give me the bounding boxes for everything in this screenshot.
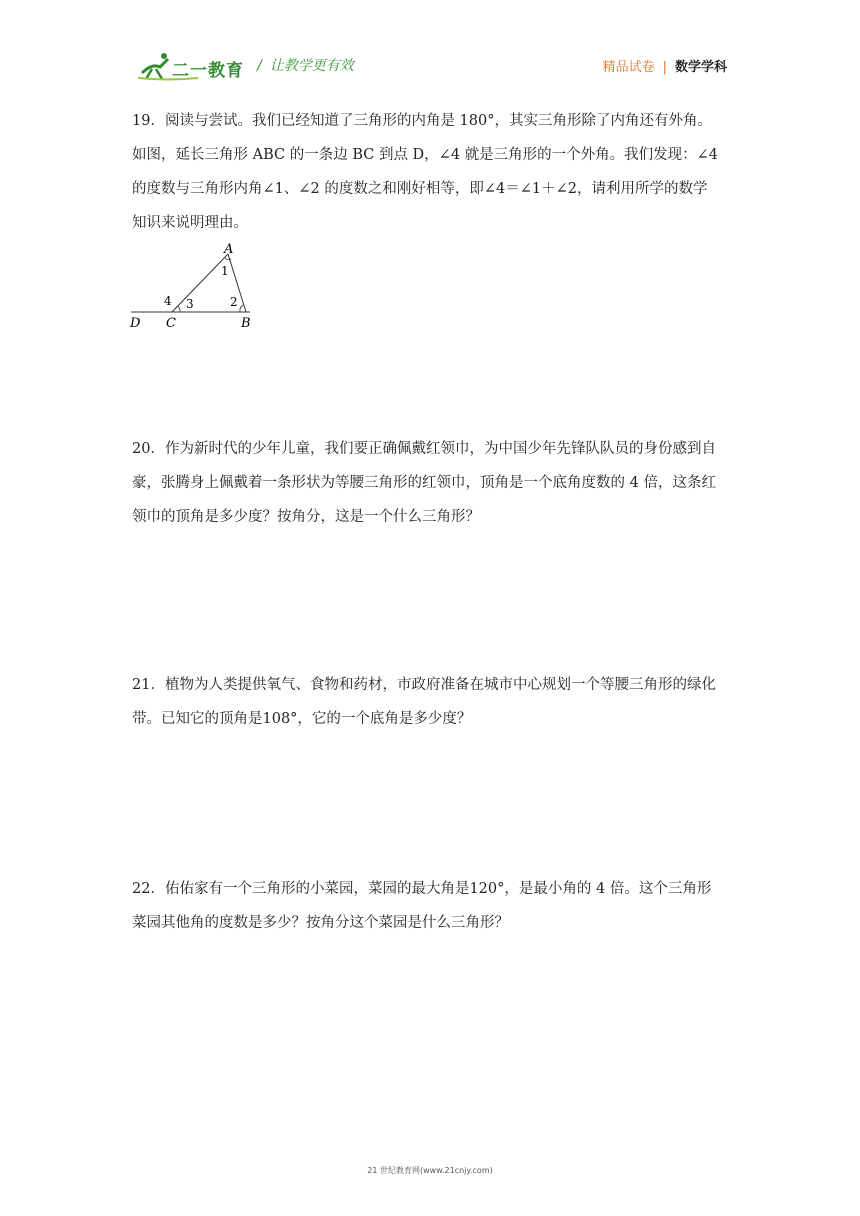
angle-arc-2 xyxy=(240,305,243,312)
question-line: 20．作为新时代的少年儿童，我们要正确佩戴红领巾，为中国少年先锋队队员的身份感到自 xyxy=(132,441,716,457)
angle-label-3: 3 xyxy=(186,297,194,311)
page-header xyxy=(0,0,860,86)
question-line: 19．阅读与尝试。我们已经知道了三角形的内角是 180°，其实三角形除了内角还有外角。 xyxy=(132,113,712,129)
point-label-c: C xyxy=(166,316,176,331)
tag-subject: 数学学科 xyxy=(674,60,727,75)
angle-arc-1 xyxy=(225,258,231,260)
question-line: 21．植物为人类提供氧气、食物和药材，市政府准备在城市中心规划一个等腰三角形的绿化 xyxy=(132,677,716,693)
question-line: 带。已知它的顶角是108°，它的一个底角是多少度？ xyxy=(132,711,472,727)
question-line: 22．佑佑家有一个三角形的小菜园，菜园的最大角是120°，是最小角的 4 倍。这个三角形 xyxy=(132,881,712,897)
point-label-a: A xyxy=(224,242,234,257)
tag-exam: 精品试卷 xyxy=(602,60,655,75)
header-tags: 精品试卷 | 数学学科 xyxy=(602,60,727,75)
page-footer: 21 世纪教育网(www.21cnjy.com) xyxy=(367,1166,493,1175)
question-19 xyxy=(132,104,732,240)
question-line: 的度数与三角形内角∠1、∠2 的度数之和刚好相等，即∠4＝∠1＋∠2，请利用所学的数学 xyxy=(132,181,708,197)
point-label-b: B xyxy=(241,316,251,331)
angle-label-2: 2 xyxy=(230,295,238,309)
angle-label-4: 4 xyxy=(164,294,172,308)
question-20 xyxy=(132,432,732,534)
logo-text: 二一教育 xyxy=(172,61,244,81)
triangle-figure xyxy=(128,242,258,334)
question-line: 菜园其他角的度数是多少？按角分这个菜园是什么三角形？ xyxy=(132,915,509,931)
slogan: / 让教学更有效 xyxy=(257,58,354,74)
question-line: 如图，延长三角形 ABC 的一条边 BC 到点 D，∠4 就是三角形的一个外角。我们发现：∠4 xyxy=(132,147,719,163)
question-line: 知识来说明理由。 xyxy=(132,215,248,231)
angle-arc-3 xyxy=(178,306,180,312)
angle-label-1: 1 xyxy=(221,264,229,278)
point-label-d: D xyxy=(130,316,141,331)
side-ca xyxy=(172,254,228,312)
question-line: 豪，张腾身上佩戴着一条形状为等腰三角形的红领巾，顶角是一个底角度数的 4 倍，这条红 xyxy=(132,475,716,491)
question-21 xyxy=(132,668,732,736)
question-22 xyxy=(132,872,732,940)
question-line: 领巾的顶角是多少度？按角分，这是一个什么三角形？ xyxy=(132,509,480,525)
